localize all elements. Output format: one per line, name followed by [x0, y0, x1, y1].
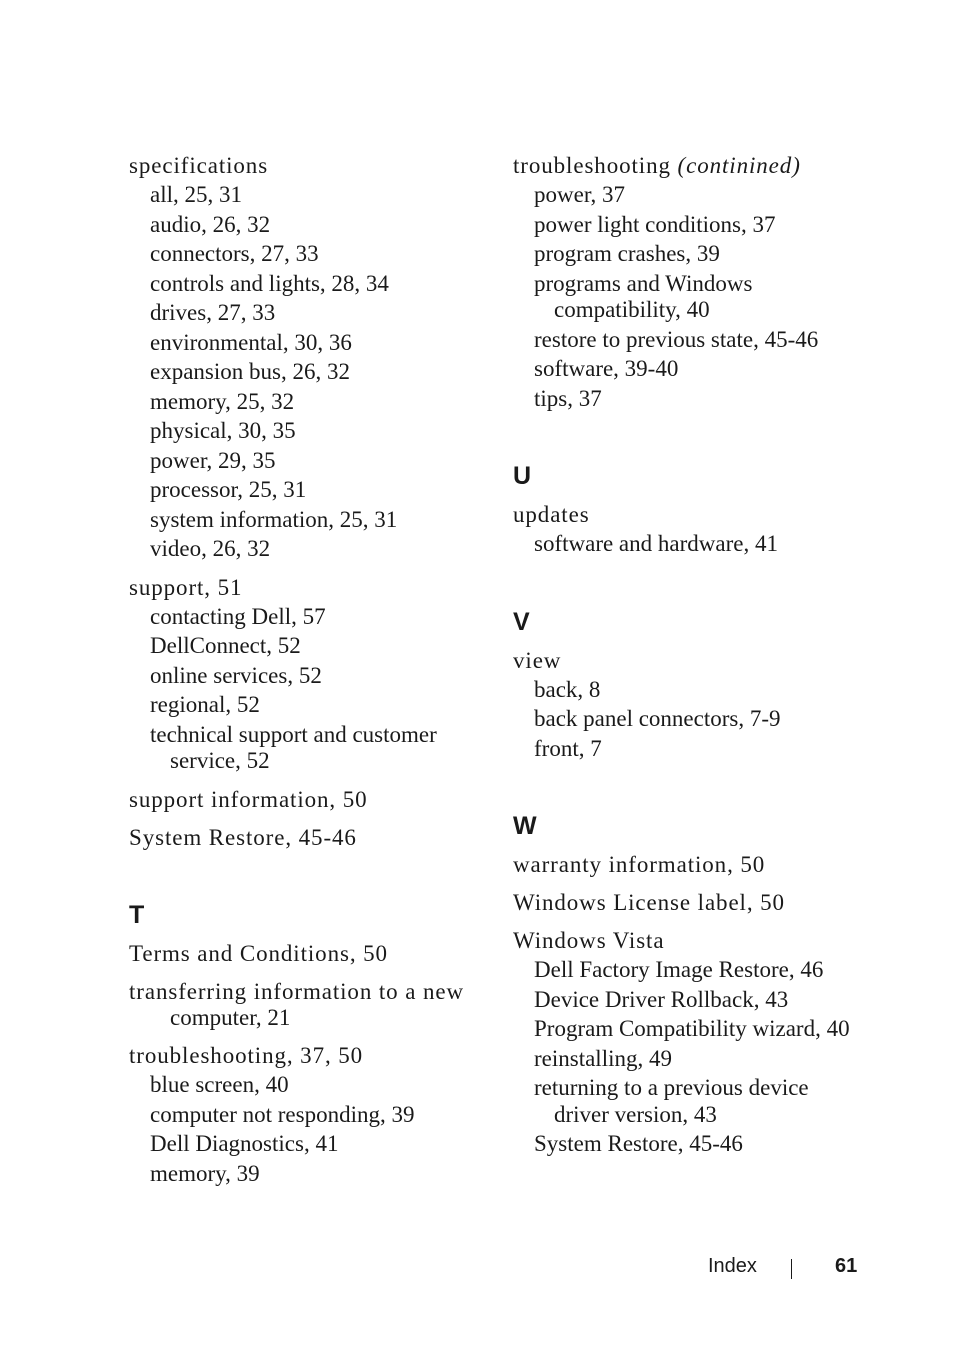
index-subentry: front, 7 [534, 735, 602, 761]
index-subentry: all, 25, 31 [150, 182, 242, 207]
index-subentry: power, 37 [534, 182, 626, 207]
index-subentry: programs and Windows [534, 270, 753, 296]
index-subentry: blue screen, 40 [150, 1072, 289, 1097]
index-subentry: drives, 27, 33 [150, 300, 276, 325]
page-number: 61 [835, 1255, 858, 1277]
index-entry-continuation: computer, 21 [170, 1004, 291, 1030]
index-entry-troubleshooting: troubleshooting, 37, 50 [129, 1043, 364, 1068]
index-entry-windows-vista: Windows Vista [513, 928, 665, 953]
index-subentry: tips, 37 [534, 385, 602, 411]
index-entry-system-restore: System Restore, 45-46 [129, 824, 357, 850]
index-subentry: program crashes, 39 [534, 241, 720, 266]
index-entry-specifications: specifications [129, 153, 269, 178]
index-subentry: regional, 52 [150, 692, 260, 717]
index-entry-view: view [513, 647, 562, 673]
entry-title: troubleshooting [513, 153, 671, 178]
index-entry-support-information: support information, 50 [129, 786, 368, 812]
index-subentry: technical support and customer [150, 721, 437, 747]
index-subentry: returning to a previous device [534, 1075, 809, 1100]
index-entry-terms: Terms and Conditions, 50 [129, 940, 388, 966]
index-subentry: software and hardware, 41 [534, 531, 778, 556]
index-subentry: contacting Dell, 57 [150, 603, 326, 629]
index-letter-heading: W [513, 812, 537, 840]
index-subentry: software, 39-40 [534, 356, 679, 381]
index-subentry: Program Compatibility wizard, 40 [534, 1016, 850, 1041]
index-subentry: restore to previous state, 45-46 [534, 326, 819, 352]
index-letter-heading: U [513, 462, 532, 490]
index-subentry: video, 26, 32 [150, 536, 271, 561]
index-column-left [129, 151, 479, 1188]
index-subentry: audio, 26, 32 [150, 211, 271, 237]
index-entry-support: support, 51 [129, 574, 243, 600]
index-subentry: computer not responding, 39 [150, 1101, 415, 1127]
index-column-right [513, 151, 873, 1159]
index-subentry: physical, 30, 35 [150, 418, 296, 443]
index-subentry: memory, 25, 32 [150, 388, 295, 414]
index-subentry: power, 29, 35 [150, 447, 276, 473]
index-entry-warranty: warranty information, 50 [513, 852, 766, 877]
index-entry-license: Windows License label, 50 [513, 890, 785, 915]
index-subentry: environmental, 30, 36 [150, 329, 352, 355]
index-subentry: reinstalling, 49 [534, 1045, 672, 1071]
page-footer [0, 1255, 954, 1281]
index-subentry: Dell Diagnostics, 41 [150, 1131, 339, 1156]
index-letter-heading: T [129, 900, 145, 929]
index-entry-troubleshooting-continued [513, 151, 873, 180]
index-subentry: online services, 52 [150, 662, 322, 688]
index-subentry-continuation: service, 52 [170, 748, 270, 773]
index-subentry: back panel connectors, 7-9 [534, 706, 781, 731]
continued-note: (continined) [677, 153, 801, 178]
index-entry-transferring: transferring information to a new [129, 978, 464, 1004]
index-subentry: System Restore, 45-46 [534, 1131, 743, 1156]
index-subentry: Device Driver Rollback, 43 [534, 986, 789, 1012]
index-entry-updates: updates [513, 502, 590, 527]
index-subentry: back, 8 [534, 676, 601, 702]
index-letter-heading: V [513, 607, 530, 636]
index-subentry: memory, 39 [150, 1160, 260, 1186]
index-subentry: connectors, 27, 33 [150, 241, 319, 266]
index-subentry: DellConnect, 52 [150, 633, 301, 658]
index-subentry: Dell Factory Image Restore, 46 [534, 957, 824, 982]
footer-section-label: Index [708, 1255, 757, 1277]
footer-divider [791, 1259, 792, 1279]
index-subentry: expansion bus, 26, 32 [150, 359, 350, 384]
index-subentry-continuation: compatibility, 40 [554, 297, 710, 322]
index-subentry: controls and lights, 28, 34 [150, 270, 389, 296]
index-subentry: power light conditions, 37 [534, 211, 776, 237]
index-subentry-continuation: driver version, 43 [554, 1101, 717, 1127]
index-subentry: system information, 25, 31 [150, 506, 398, 532]
index-subentry: processor, 25, 31 [150, 477, 307, 502]
